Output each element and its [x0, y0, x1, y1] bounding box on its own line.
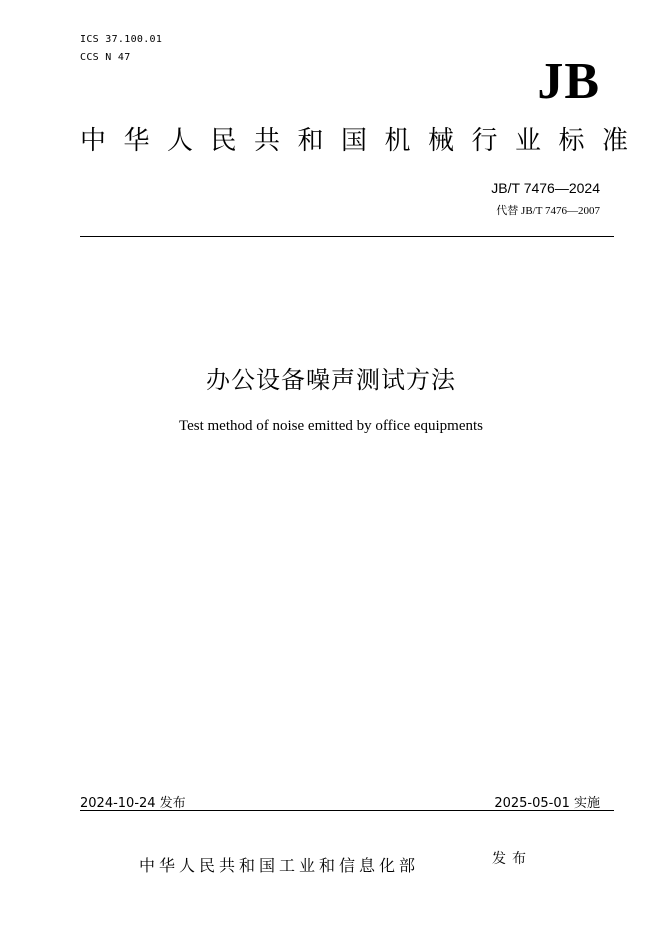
ics-code: ICS 37.100.01 [80, 34, 163, 45]
issue-date: 2024-10-24 发布 [80, 796, 186, 811]
standard-number: JB/T 7476—2024 [491, 180, 600, 196]
implementation-date: 2025-05-01 实施 [494, 796, 600, 811]
document-title-english: Test method of noise emitted by office equipments [178, 418, 484, 434]
jb-logo: JB [537, 53, 600, 110]
ccs-code: CCS N 47 [80, 52, 131, 63]
publisher-name: 中华人民共和国工业和信息化部 [139, 856, 420, 875]
top-divider [80, 236, 614, 237]
replaces-standard: 代替 JB/T 7476—2007 [496, 205, 600, 217]
publish-label: 发布 [492, 851, 532, 867]
industry-standard-title: 中华人民共和国机械行业标准 [80, 126, 646, 156]
document-title-chinese: 办公设备噪声测试方法 [206, 366, 456, 394]
bottom-divider [80, 810, 614, 811]
